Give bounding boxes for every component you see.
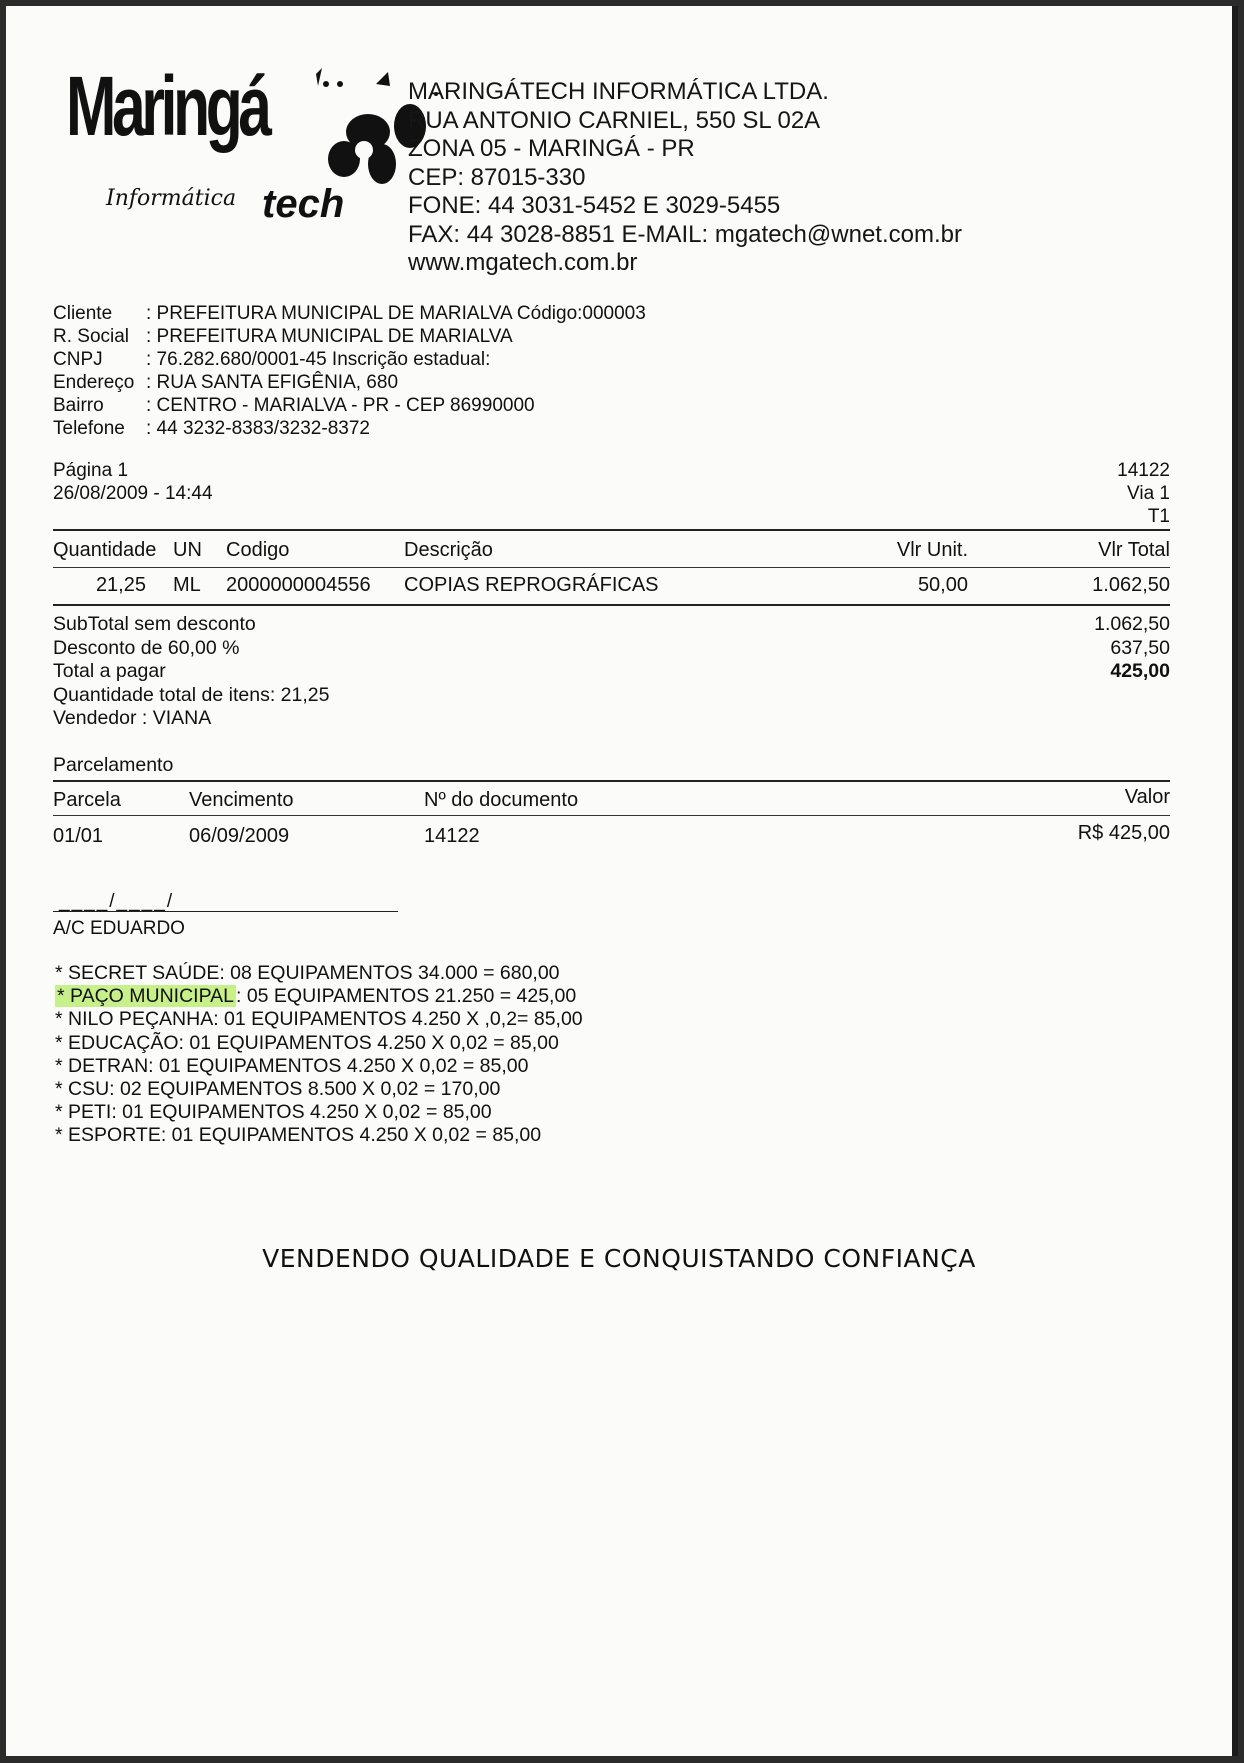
document-meta-left bbox=[53, 459, 213, 505]
client-label: Cliente bbox=[53, 303, 113, 324]
note-line: * EDUCAÇÃO: 01 EQUIPAMENTOS 4.250 X 0,02 = 85,00 bbox=[55, 1031, 559, 1054]
installments-title: Parcelamento bbox=[53, 754, 174, 776]
installment-number: 01/01 bbox=[53, 825, 104, 847]
client-label: Bairro bbox=[53, 395, 104, 416]
date-line: ____/____/ bbox=[59, 891, 175, 912]
col-header-desc: Descrição bbox=[404, 539, 493, 561]
totals-values bbox=[1094, 613, 1170, 684]
client-value: : 76.282.680/0001-45 Inscrição estadual: bbox=[146, 349, 491, 370]
company-name: MARINGÁTECH INFORMÁTICA LTDA. bbox=[408, 78, 829, 105]
discount-label: Desconto de 60,00 % bbox=[53, 636, 240, 659]
note-line: * SECRET SAÚDE: 08 EQUIPAMENTOS 34.000 = 680,00 bbox=[55, 962, 560, 984]
page-number: Página 1 bbox=[53, 460, 129, 481]
invoice-page bbox=[6, 6, 1238, 1756]
client-label: Telefone bbox=[53, 418, 125, 439]
note-line: * DETRAN: 01 EQUIPAMENTOS 4.250 X 0,02 = 85,00 bbox=[55, 1054, 529, 1077]
divider bbox=[53, 567, 1170, 568]
col-header-vencimento: Vencimento bbox=[189, 789, 294, 811]
divider bbox=[53, 604, 1170, 606]
client-value: : 44 3232-8383/3232-8372 bbox=[146, 418, 370, 439]
company-phone: FONE: 44 3031-5452 E 3029-5455 bbox=[408, 192, 781, 219]
note-line: * CSU: 02 EQUIPAMENTOS 8.500 X 0,02 = 170,00 bbox=[55, 1078, 501, 1101]
note-line bbox=[55, 985, 583, 1008]
equipment-notes bbox=[55, 962, 583, 1148]
divider bbox=[53, 780, 1170, 782]
logo-wordmark: Maringá bbox=[66, 59, 268, 153]
document-via: Via 1 bbox=[1127, 483, 1170, 504]
note-line-rest: : 05 EQUIPAMENTOS 21.250 = 425,00 bbox=[235, 985, 577, 1008]
signature-line bbox=[53, 911, 398, 912]
document-terminal: T1 bbox=[1147, 506, 1170, 527]
company-logo bbox=[66, 59, 406, 234]
client-value: : PREFEITURA MUNICIPAL DE MARIALVA Código:000003 bbox=[146, 303, 646, 324]
note-line: * PETI: 01 EQUIPAMENTOS 4.250 X 0,02 = 85,00 bbox=[55, 1101, 492, 1124]
installment-due-date: 06/09/2009 bbox=[189, 825, 290, 847]
slogan: VENDENDO QUALIDADE E CONQUISTANDO CONFIANÇA bbox=[262, 1244, 976, 1273]
company-address: RUA ANTONIO CARNIEL, 550 SL 02A bbox=[408, 106, 821, 134]
company-zone: ZONA 05 - MARINGÁ - PR bbox=[408, 135, 695, 162]
discount-value: 637,50 bbox=[1110, 636, 1170, 659]
document-number: 14122 bbox=[1117, 460, 1170, 481]
company-website: www.mgatech.com.br bbox=[408, 249, 638, 276]
divider bbox=[53, 529, 1170, 531]
client-value: : RUA SANTA EFIGÊNIA, 680 bbox=[146, 372, 399, 393]
note-line: * ESPORTE: 01 EQUIPAMENTOS 4.250 X 0,02 = 85,00 bbox=[55, 1124, 542, 1147]
company-fax-email: FAX: 44 3028-8851 E-MAIL: mgatech@wnet.com.br bbox=[408, 220, 962, 248]
item-total: 1.062,50 bbox=[1092, 574, 1170, 596]
document-meta-right bbox=[1117, 459, 1170, 528]
col-header-unit-price: Vlr Unit. bbox=[896, 539, 968, 561]
subtotal-label: SubTotal sem desconto bbox=[53, 613, 256, 635]
col-header-documento: Nº do documento bbox=[424, 789, 579, 811]
installment-value: R$ 425,00 bbox=[1077, 822, 1170, 844]
note-line: * NILO PEÇANHA: 01 EQUIPAMENTOS 4.250 X ,0,2= 85,00 bbox=[55, 1008, 583, 1031]
item-desc: COPIAS REPROGRÁFICAS bbox=[404, 574, 659, 596]
logo-script-text: Informática bbox=[106, 186, 237, 211]
highlighted-text: * PAÇO MUNICIPAL bbox=[57, 985, 234, 1008]
client-value: : CENTRO - MARIALVA - PR - CEP 86990000 bbox=[146, 395, 535, 416]
installment-document: 14122 bbox=[424, 825, 480, 847]
subtotal-value: 1.062,50 bbox=[1094, 613, 1170, 635]
total-value: 425,00 bbox=[1110, 660, 1170, 682]
quantity-total: Quantidade total de itens: 21,25 bbox=[53, 683, 330, 706]
client-label: Endereço bbox=[53, 372, 135, 393]
col-header-qty: Quantidade bbox=[53, 539, 157, 561]
client-label: R. Social bbox=[53, 326, 130, 347]
client-value: : PREFEITURA MUNICIPAL DE MARIALVA bbox=[146, 326, 513, 347]
company-info bbox=[408, 78, 962, 278]
logo-tech-text: tech bbox=[262, 182, 345, 226]
col-header-valor: Valor bbox=[1124, 786, 1170, 808]
client-label: CNPJ bbox=[53, 349, 103, 370]
divider bbox=[53, 815, 1170, 816]
attention-line: A/C EDUARDO bbox=[53, 918, 185, 939]
col-header-un: UN bbox=[173, 539, 202, 561]
item-un: ML bbox=[173, 574, 201, 596]
company-cep: CEP: 87015-330 bbox=[408, 163, 586, 191]
col-header-parcela: Parcela bbox=[53, 789, 121, 811]
item-qty: 21,25 bbox=[95, 574, 146, 596]
totals-labels bbox=[53, 613, 329, 731]
col-header-total: Vlr Total bbox=[1098, 539, 1170, 561]
col-header-code: Codigo bbox=[226, 539, 290, 561]
item-code: 2000000004556 bbox=[226, 574, 371, 596]
total-label: Total a pagar bbox=[53, 660, 166, 682]
document-datetime: 26/08/2009 - 14:44 bbox=[53, 483, 213, 504]
item-unit-price: 50,00 bbox=[917, 574, 968, 596]
seller: Vendedor : VIANA bbox=[53, 707, 212, 729]
